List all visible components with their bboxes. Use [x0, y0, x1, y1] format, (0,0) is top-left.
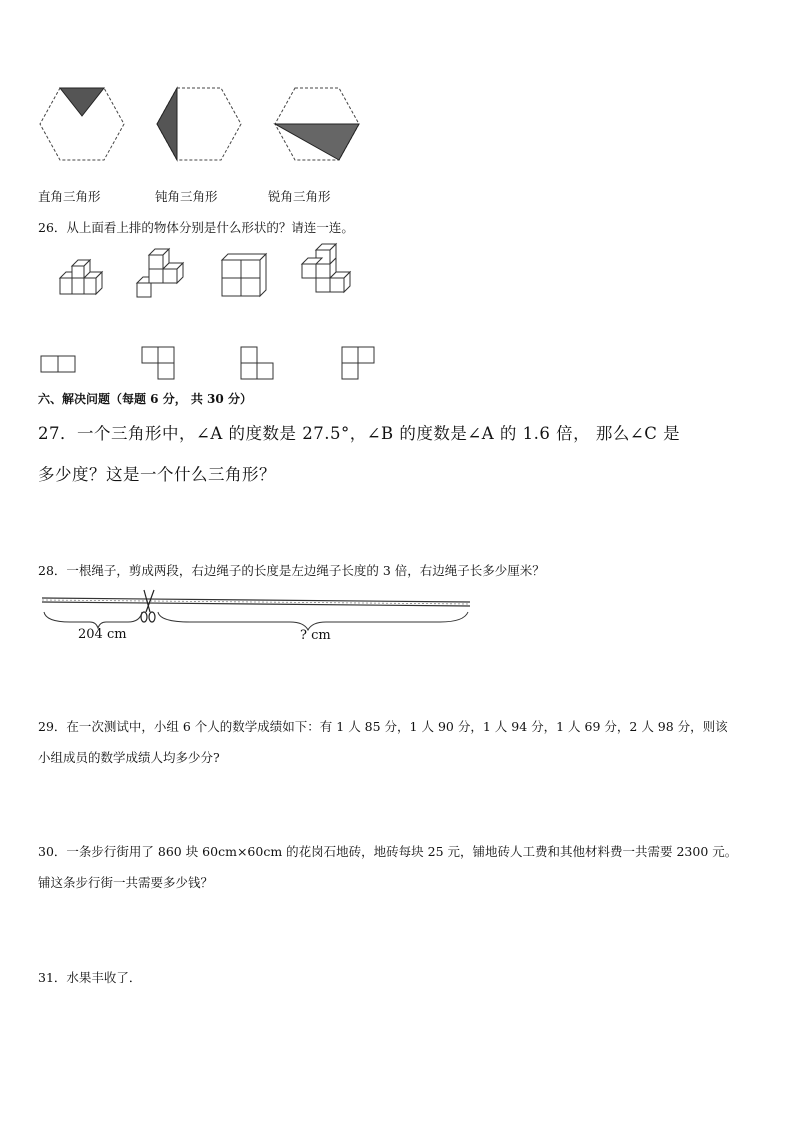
label-acute-triangle: 锐角三角形 [268, 189, 331, 204]
top-view-shape-4 [341, 346, 377, 382]
question-29-line2: 小组成员的数学成绩人均多少分? [38, 750, 220, 765]
cube-figure-1 [56, 258, 104, 298]
question-26: 26．从上面看上排的物体分别是什么形状的？请连一连。 [38, 220, 354, 235]
question-27-line2: 多少度？这是一个什么三角形？ [38, 465, 276, 484]
cube-figure-2 [135, 245, 187, 301]
question-30-line1: 30．一条步行街用了 860 块 60cm×60cm 的花岗石地砖，地砖每块 25 元，铺地砖人工费和其他材料费一共需要 2300 元。 [38, 844, 738, 859]
question-29-line1: 29．在一次测试中，小组 6 个人的数学成绩如下：有 1 人 85 分，1 人 90 分，1 人 94 分，1 人 69 分，2 人 98 分，则该 [38, 719, 728, 734]
rope-left-label: 204 cm [78, 627, 127, 642]
top-view-shape-2 [141, 346, 177, 382]
cube-figure-3 [218, 250, 270, 298]
hexagon-obtuse-triangle-figure [155, 86, 245, 162]
section-6-heading: 六、解决问题（每题 6 分， 共 30 分） [38, 392, 252, 406]
label-right-triangle: 直角三角形 [38, 189, 101, 204]
top-view-shape-1 [40, 355, 76, 373]
question-27-line1: 27．一个三角形中，∠A 的度数是 27.5°，∠B 的度数是∠A 的 1.6 倍， 那么∠C 是 [38, 424, 681, 443]
rope-right-label: ? cm [300, 628, 331, 643]
top-view-shape-3 [240, 346, 276, 382]
hexagon-right-triangle-figure [38, 86, 128, 162]
hexagon-acute-triangle-figure [273, 86, 363, 162]
question-30-line2: 铺这条步行街一共需要多少钱？ [38, 875, 214, 890]
question-28: 28．一根绳子，剪成两段，右边绳子的长度是左边绳子长度的 3 倍，右边绳子长多少厘米？ [38, 563, 545, 578]
cube-figure-4 [298, 242, 354, 298]
label-obtuse-triangle: 钝角三角形 [155, 189, 218, 204]
question-31: 31．水果丰收了． [38, 970, 142, 985]
